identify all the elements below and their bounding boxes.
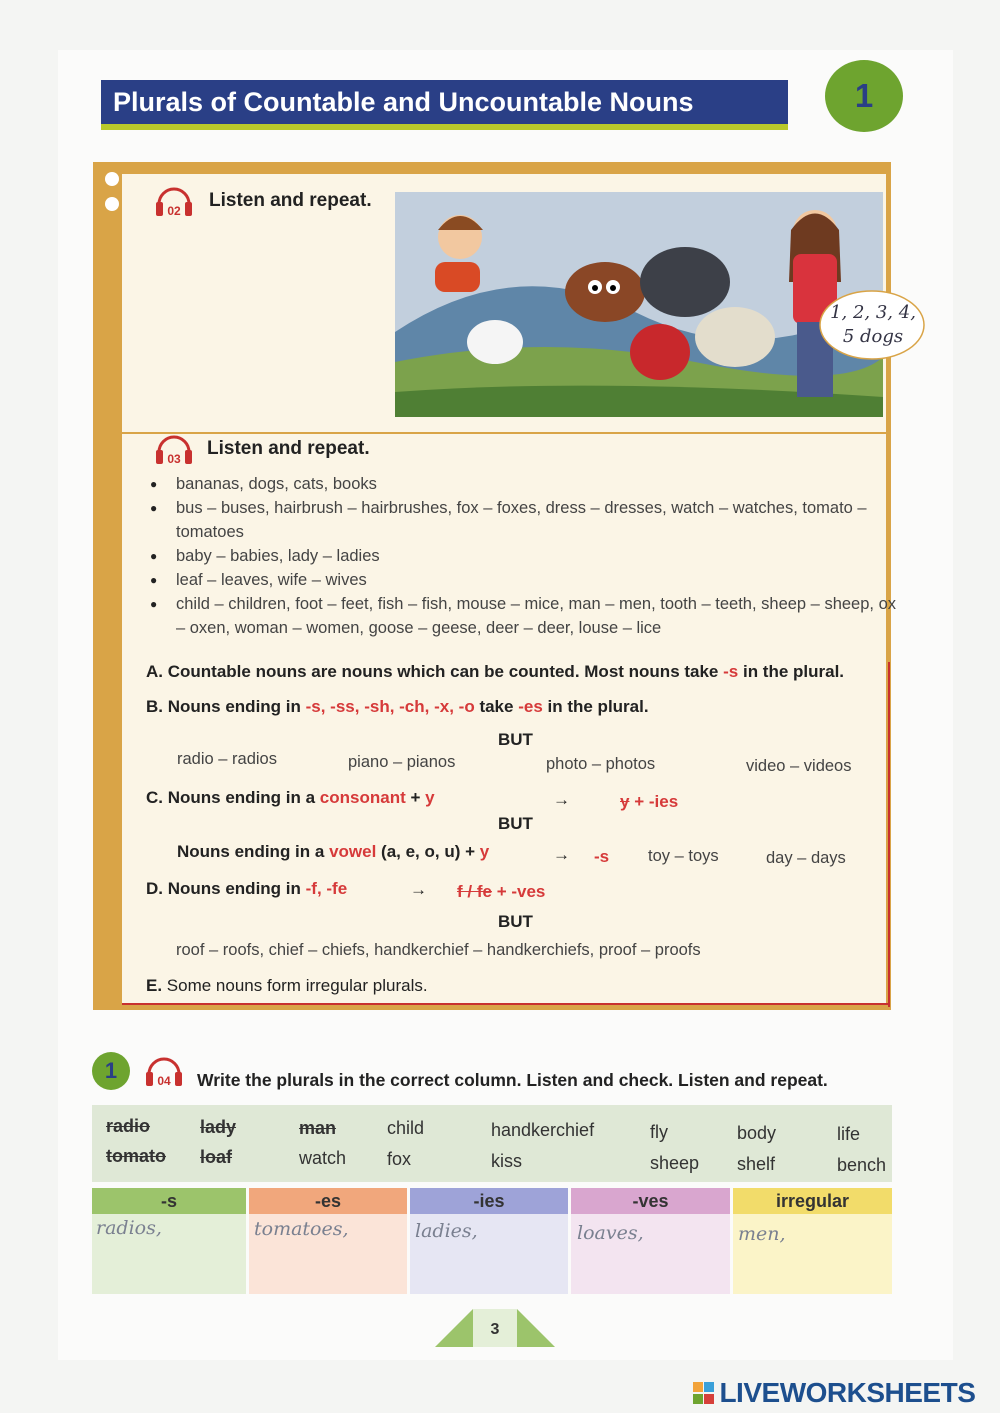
list-item: ● bus – buses, hairbrush – hairbrushes, fox – foxes, dress – dresses, watch – watches, tomato – tomatoes <box>150 496 898 544</box>
rule-y: y <box>479 842 490 861</box>
example-roof: roof – roofs, chief – chiefs, handkerchief – handkerchiefs, proof – proofs <box>176 941 701 959</box>
word-bank-item: kiss <box>491 1151 522 1171</box>
red-dog <box>630 324 690 380</box>
liveworksheets-logo[interactable] <box>693 1377 975 1409</box>
example-video: video – videos <box>746 757 852 775</box>
rule-key: consonant <box>319 788 406 807</box>
word-bank-item: lady <box>200 1117 237 1137</box>
answer-ies[interactable]: ladies, <box>415 1220 478 1242</box>
rule-letter: B. <box>146 697 163 716</box>
rule-text: Some nouns form irregular plurals. <box>166 976 428 995</box>
word-bank-item: fly <box>650 1122 668 1142</box>
rule-text: Nouns ending in <box>167 879 306 898</box>
rule-endings: -f, -fe <box>305 879 348 898</box>
struck-f-fe: f / fe <box>457 882 492 901</box>
arrow: → <box>553 790 570 809</box>
example-toy: toy – toys <box>648 847 719 865</box>
word-bank-item: body <box>737 1123 777 1143</box>
rule-suffix: + -ves <box>496 882 546 901</box>
rule-c-result <box>620 792 678 812</box>
word-bank-item: watch <box>299 1148 347 1168</box>
list-item: ● bananas, dogs, cats, books <box>150 472 898 496</box>
list-item: ● leaf – leaves, wife – wives <box>150 568 898 592</box>
column-header-irregular: irregular <box>733 1188 892 1214</box>
word-bank-item: handkerchief <box>491 1120 595 1140</box>
examples-list <box>150 472 898 640</box>
speech-line-2: 5 dogs <box>842 326 904 347</box>
track-number: 03 <box>167 452 181 466</box>
answer-es[interactable]: tomatoes, <box>254 1218 349 1240</box>
rule-d <box>146 879 347 899</box>
word-bank-item: child <box>387 1118 425 1138</box>
word-bank-item: life <box>837 1124 861 1144</box>
rule-text: Countable nouns are nouns which can be counted. Most nouns take <box>167 662 724 681</box>
word-bank-item: shelf <box>737 1154 776 1174</box>
answer-irregular[interactable]: men, <box>738 1223 786 1245</box>
divider <box>122 432 886 434</box>
rule-text: in the plural. <box>542 697 649 716</box>
rule-y: y <box>425 788 435 807</box>
page-number: 3 <box>490 1321 500 1338</box>
rule-suffix: -es <box>518 697 543 716</box>
unit-number-badge: 1 <box>825 60 903 132</box>
struck-y: y <box>620 792 630 811</box>
example-day: day – days <box>766 849 846 867</box>
rule-text: (a, e, o, u) + <box>376 842 480 861</box>
word-bank-item: bench <box>837 1155 887 1175</box>
rule-text: in the plural. <box>738 662 845 681</box>
rule-text: Nouns ending in a <box>167 788 320 807</box>
arrow: → <box>410 880 427 899</box>
black-dog <box>640 247 730 317</box>
rule-suffix: -s <box>723 662 739 681</box>
column-header-ves: -ves <box>571 1188 730 1214</box>
unit-title-bar <box>101 80 788 130</box>
arrow: → <box>553 845 570 864</box>
word-bank-item: sheep <box>650 1153 700 1173</box>
brown-dog <box>565 262 645 322</box>
speech-line-1: 1, 2, 3, 4, <box>830 302 916 323</box>
answer-ves[interactable]: loaves, <box>577 1222 644 1244</box>
rule-b <box>146 697 649 717</box>
rule-c2 <box>177 842 489 862</box>
rule-letter: A. <box>146 662 163 681</box>
word-bank-item: man <box>299 1118 337 1138</box>
but-label: BUT <box>498 912 533 931</box>
list-item: ● baby – babies, lady – ladies <box>150 544 898 568</box>
column-header-ies: -ies <box>410 1188 568 1214</box>
exercise-instruction: Write the plurals in the correct column. Listen and check. Listen and repeat. <box>197 1070 828 1090</box>
rules-box-border <box>888 662 890 1007</box>
white-poodle <box>467 320 523 364</box>
section1-heading: Listen and repeat. <box>209 190 372 211</box>
illustration-art <box>395 192 883 417</box>
logo-icon <box>693 1380 715 1406</box>
logo-text: LIVEWORKSHEETS <box>719 1377 976 1408</box>
word-bank-item: fox <box>387 1149 412 1169</box>
rule-letter: D. <box>146 879 163 898</box>
headphones-icon[interactable] <box>153 180 195 220</box>
rule-text: Nouns ending in a <box>177 842 330 861</box>
rule-suffix: -s <box>594 847 610 866</box>
rule-letter: C. <box>146 788 163 807</box>
list-item: ● child – children, foot – feet, fish – fish, mouse – mice, man – men, tooth – teeth, sheep – sheep, ox – oxen, woman – women, goose – geese, deer – deer, louse – lice <box>150 592 898 640</box>
binder-hole-icon <box>105 197 119 211</box>
headphones-icon[interactable] <box>153 428 195 468</box>
unit-title: Plurals of Countable and Uncountable Nouns <box>113 87 694 117</box>
rule-endings: -s, -ss, -sh, -ch, -x, -o <box>305 697 475 716</box>
example-radio: radio – radios <box>177 750 277 768</box>
but-label: BUT <box>498 814 533 833</box>
but-label: BUT <box>498 730 533 749</box>
column-header-es: -es <box>249 1188 407 1214</box>
rule-c <box>146 788 435 808</box>
speech-text <box>828 301 918 349</box>
binder-hole-icon <box>105 172 119 186</box>
rule-e <box>146 976 428 996</box>
dogs-illustration <box>395 192 883 417</box>
exercise-number-badge: 1 <box>92 1052 130 1090</box>
rule-text: + <box>405 788 426 807</box>
rule-key: vowel <box>329 842 377 861</box>
example-piano: piano – pianos <box>348 753 456 771</box>
sheepdog <box>695 307 775 367</box>
section2-heading: Listen and repeat. <box>207 438 370 459</box>
headphones-icon[interactable] <box>143 1050 185 1090</box>
rule-d-result <box>457 882 545 902</box>
rules-box-border <box>122 1003 890 1005</box>
rule-letter: E. <box>146 976 163 995</box>
word-bank-item: loaf <box>200 1147 233 1167</box>
track-number: 04 <box>157 1074 171 1088</box>
rule-suffix: + -ies <box>634 792 679 811</box>
rule-text: take <box>474 697 519 716</box>
answer-s[interactable]: radios, <box>96 1217 162 1239</box>
example-photo: photo – photos <box>546 755 656 773</box>
word-bank-item: radio <box>106 1116 151 1136</box>
rule-text: Nouns ending in <box>167 697 306 716</box>
word-bank-item: tomato <box>106 1146 166 1166</box>
rule-a <box>146 662 844 682</box>
track-number: 02 <box>167 204 181 218</box>
column-header-s: -s <box>92 1188 246 1214</box>
